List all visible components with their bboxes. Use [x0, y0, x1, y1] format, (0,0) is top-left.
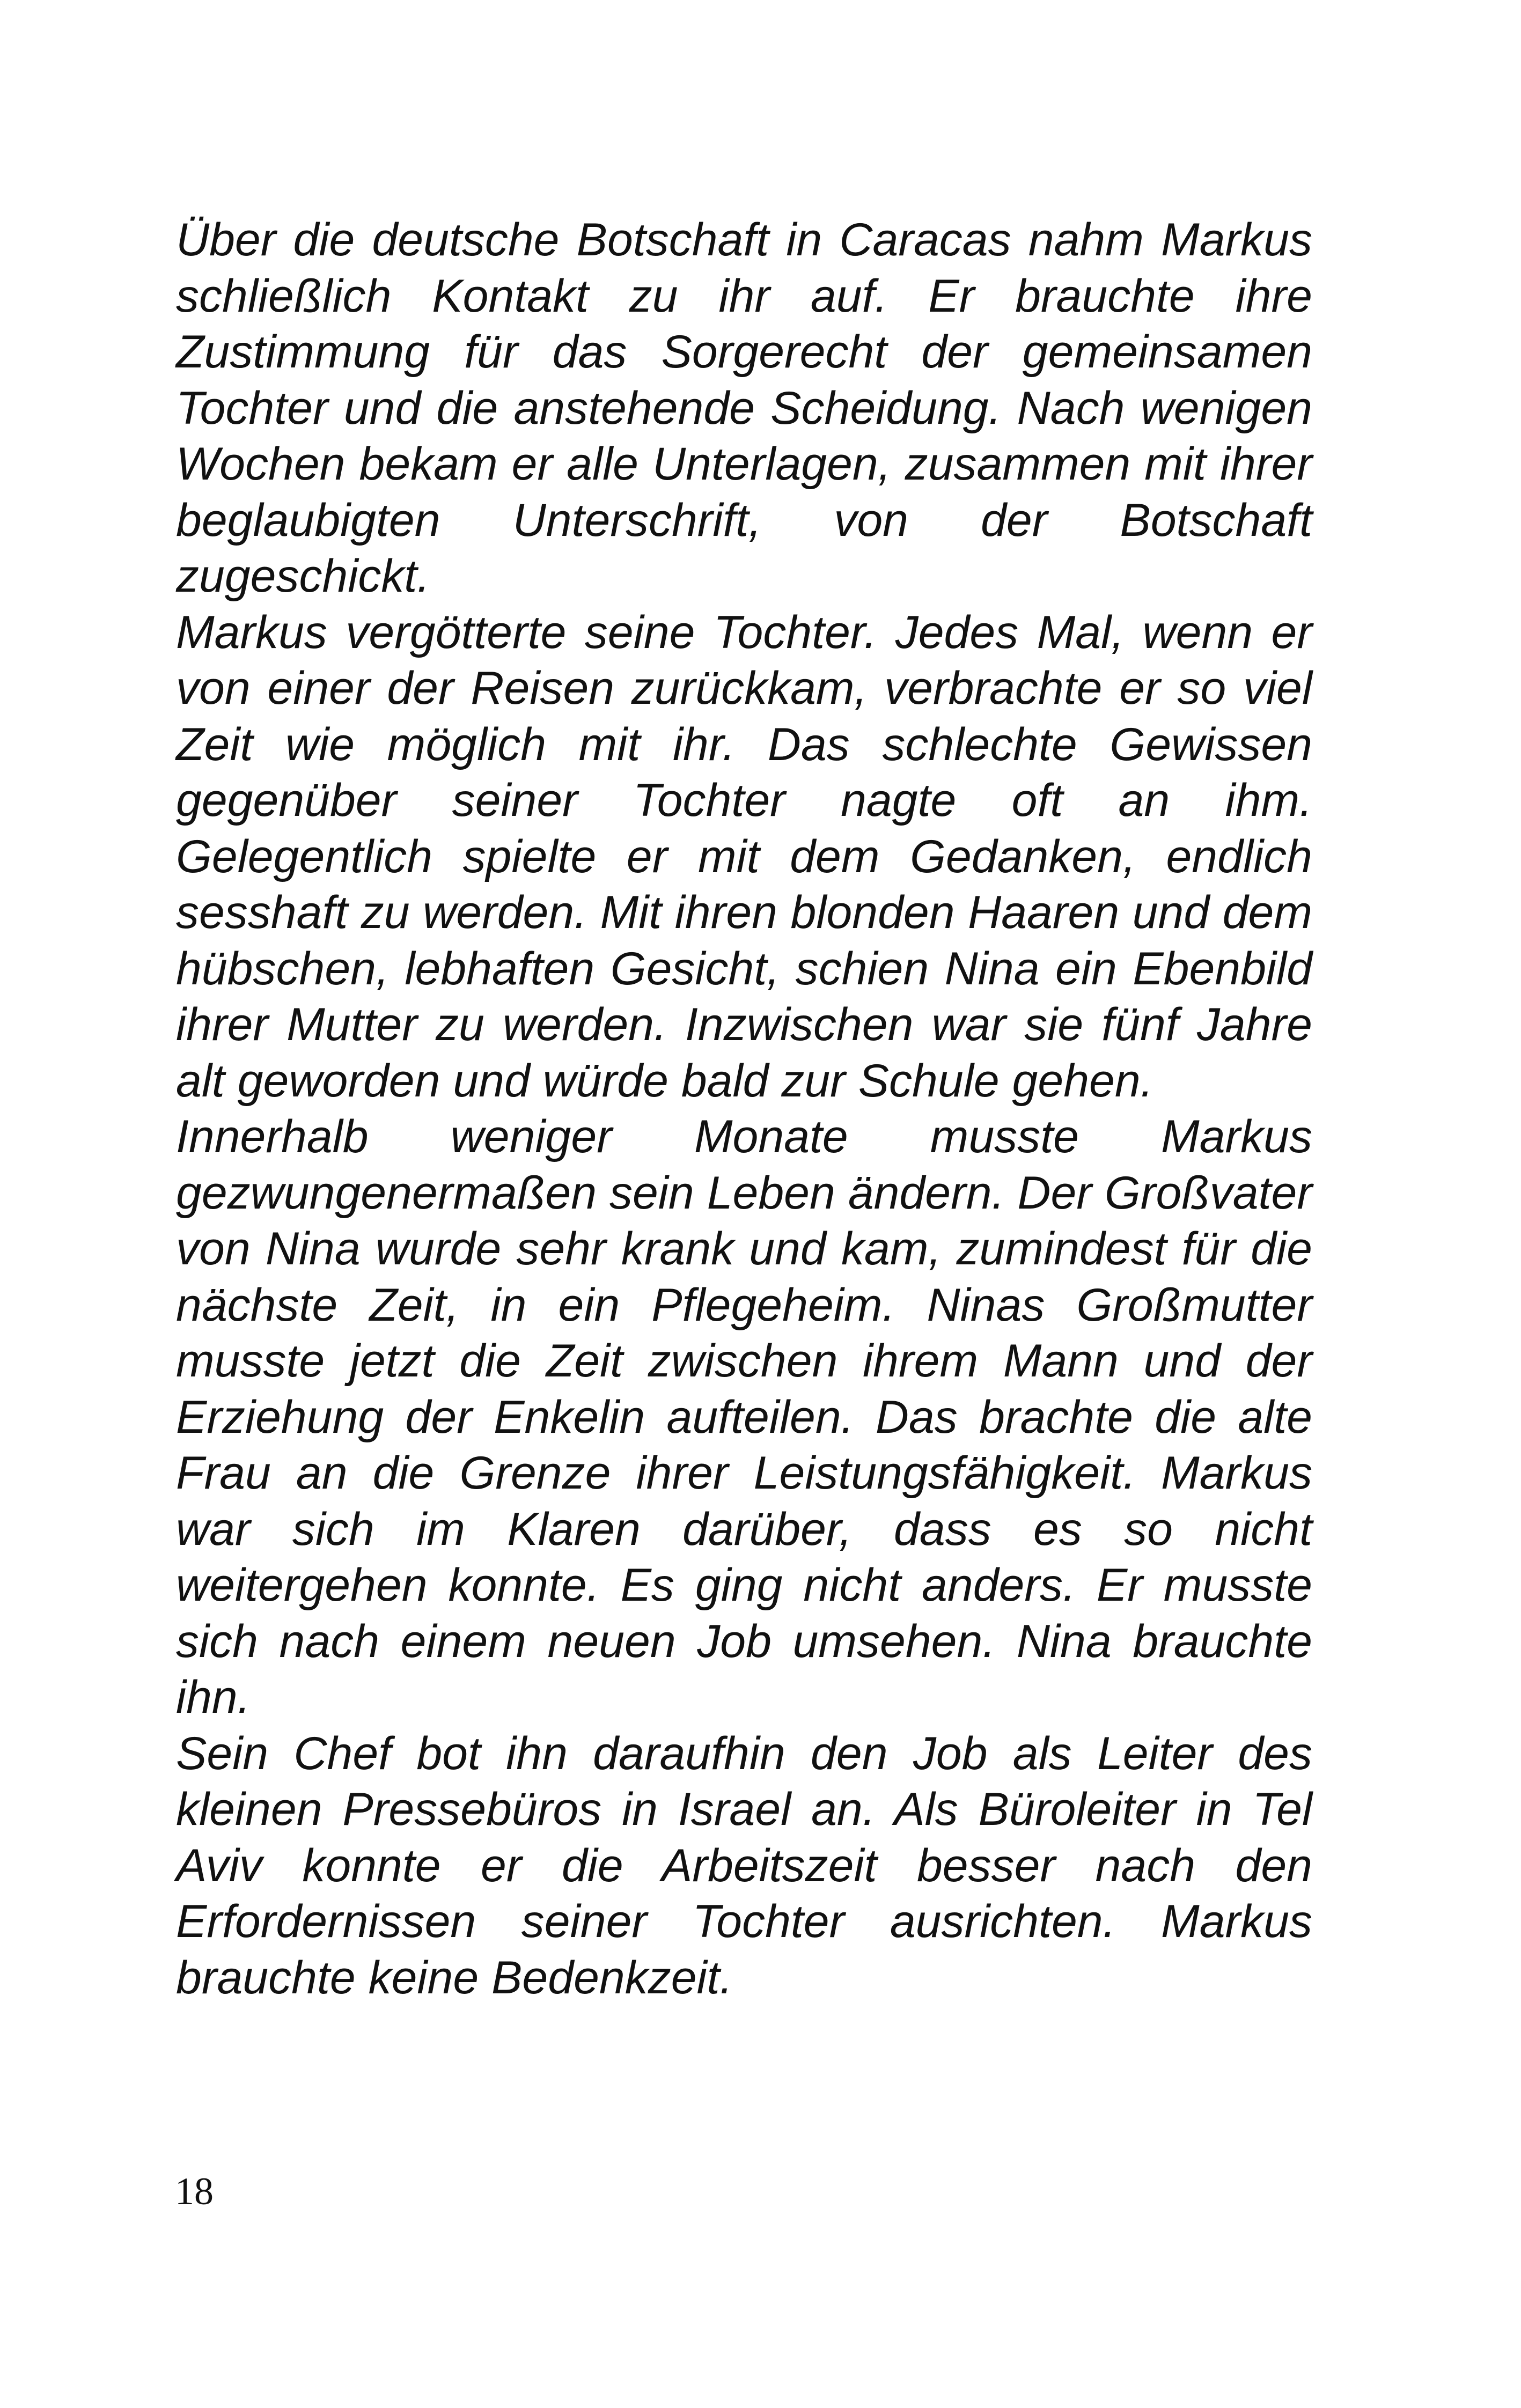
- paragraph: Innerhalb weniger Monate musste Markus gezwungenermaßen sein Leben ändern. Der Großvater von Nina wurde sehr krank und kam, zumindest für die nächste Zeit, in ein Pflegeheim. Ninas Großmutter musste jetzt die Zeit zwischen ihrem Mann und der Erziehung der Enkelin aufteilen. Das brachte die alte Frau an die Grenze ihrer Leistungsfähigkeit. Markus war sich im Klaren darüber, dass es so nicht weitergehen konnte. Es ging nicht anders. Er musste sich nach einem neuen Job umsehen. Nina brauchte ihn.: [176, 1111, 1312, 1723]
- body-text: [176, 212, 1312, 2006]
- paragraph: Über die deutsche Botschaft in Caracas nahm Markus schließlich Kontakt zu ihr auf. Er brauchte ihre Zustimmung für das Sorgerecht der gemeinsamen Tochter und die anstehende Scheidung. Nach wenigen Wochen bekam er alle Unterlagen, zusammen mit ihrer beglaubigten Unterschrift, von der Botschaft zugeschickt.: [176, 214, 1312, 602]
- page-number: 18: [175, 2170, 214, 2213]
- paragraph: Markus vergötterte seine Tochter. Jedes Mal, wenn er von einer der Reisen zurückkam, verbrachte er so viel Zeit wie möglich mit ihr. Das schlechte Gewissen gegenüber seiner Tochter nagte oft an ihm. Gelegentlich spielte er mit dem Gedanken, endlich sesshaft zu werden. Mit ihren blonden Haaren und dem hübschen, lebhaften Gesicht, schien Nina ein Ebenbild ihrer Mutter zu werden. Inzwischen war sie fünf Jahre alt geworden und würde bald zur Schule gehen.: [176, 606, 1312, 1107]
- paragraph: Sein Chef bot ihn daraufhin den Job als Leiter des kleinen Pressebüros in Israel an. Als Büroleiter in Tel Aviv konnte er die Arbeitszeit besser nach den Erfordernissen seiner Tochter ausrichten. Markus brauchte keine Bedenkzeit.: [176, 1727, 1312, 2004]
